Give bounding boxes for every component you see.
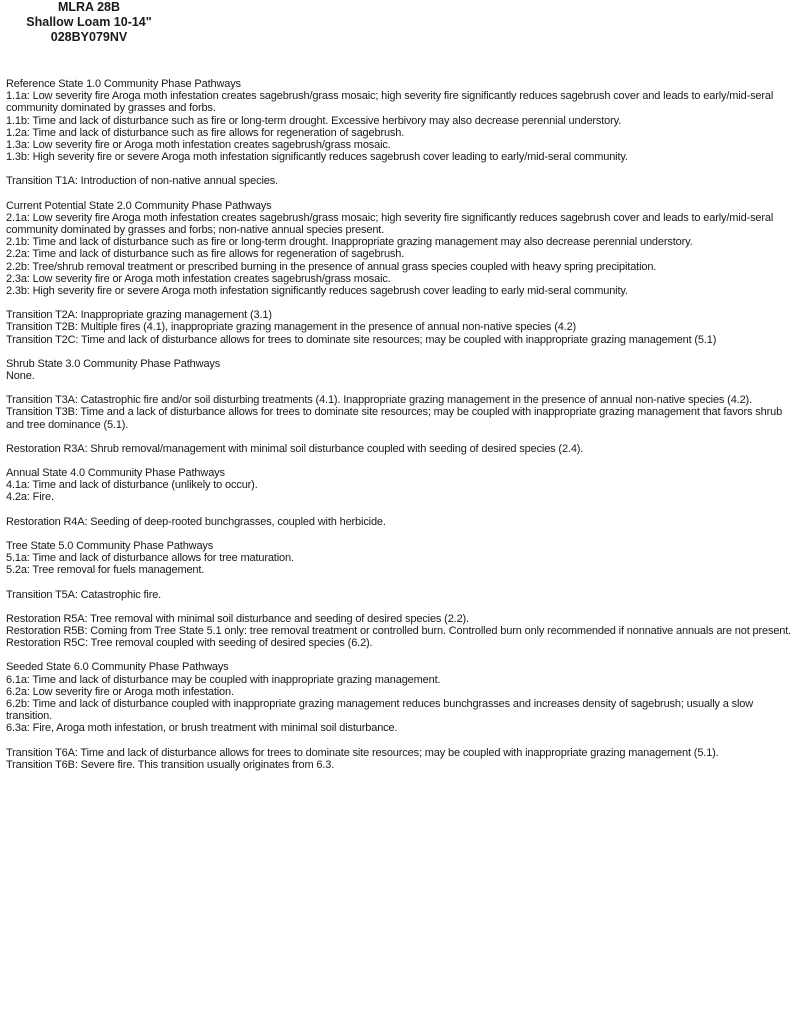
- section-text-line: Restoration R5B: Coming from Tree State 5.1 only: tree removal treatment or controlled burn. Controlled burn only recommended if nonnative annuals are not present.: [6, 624, 792, 637]
- section-text-line: Restoration R5C: Tree removal coupled with seeding of desired species (6.2).: [6, 637, 373, 650]
- document-body: [6, 78, 792, 783]
- section-text-line: 6.3a: Fire, Aroga moth infestation, or brush treatment with minimal soil disturbance.: [6, 722, 398, 735]
- section-text-line: 1.1a: Low severity fire Aroga moth infestation creates sagebrush/grass mosaic; high severity fire significantly reduces sagebrush cover and leads to early/mid-seral community dominated by grasses and forbs.: [6, 90, 774, 115]
- text-section: [6, 443, 792, 455]
- text-section: [6, 394, 792, 431]
- section-text-line: 5.2a: Tree removal for fuels management.: [6, 564, 205, 577]
- section-text-line: 1.1b: Time and lack of disturbance such as fire or long-term drought. Excessive herbivory may also decrease perennial understory.: [6, 114, 622, 127]
- section-text-line: 2.1a: Low severity fire Aroga moth infestation creates sagebrush/grass mosaic; high severity fire significantly reduces sagebrush cover and leads to early/mid-seral community dominated by grasses and forbs; non-native annual species present.: [6, 211, 774, 237]
- section-text-line: 6.2b: Time and lack of disturbance coupled with inappropriate grazing management reduces bunchgrasses and increases density of sagebrush; usually a slow transition.: [6, 697, 754, 723]
- text-section: [6, 540, 792, 577]
- section-text-line: Transition T2B: Multiple fires (4.1), inappropriate grazing management in the presence of annual non-native species (4.2): [6, 321, 577, 334]
- section-text-line: 2.3b: High severity fire or severe Aroga moth infestation significantly reduces sagebrush cover leading to early mid-seral community.: [6, 285, 628, 298]
- section-text-line: Transition T3B: Time and a lack of disturbance allows for trees to dominate site resources; may be coupled with inappropriate grazing management that favors shrub and tree dominance (5.1).: [6, 406, 783, 431]
- text-section: [6, 467, 792, 504]
- section-heading-line: Reference State 1.0 Community Phase Pathways: [6, 78, 241, 90]
- section-text-line: 1.3a: Low severity fire or Aroga moth infestation creates sagebrush/grass mosaic.: [6, 139, 391, 152]
- header-site-name: Shallow Loam 10-14": [26, 15, 152, 29]
- section-heading-line: Transition T1A: Introduction of non-native annual species.: [6, 175, 278, 188]
- section-text-line: 6.1a: Time and lack of disturbance may be coupled with inappropriate grazing management.: [6, 673, 441, 686]
- section-heading-line: Restoration R4A: Seeding of deep-rooted bunchgrasses, coupled with herbicide.: [6, 515, 386, 528]
- section-text-line: None.: [6, 370, 35, 383]
- section-text-line: 4.1a: Time and lack of disturbance (unlikely to occur).: [6, 479, 258, 492]
- header-mlra: MLRA 28B: [57, 0, 121, 14]
- text-section: [6, 516, 792, 528]
- section-text-line: 2.2a: Time and lack of disturbance such as fire allows for regeneration of sagebrush.: [6, 248, 405, 261]
- text-section: [6, 747, 792, 771]
- text-section: [6, 358, 792, 382]
- document-header: [0, 0, 178, 45]
- section-text-line: Transition T6B: Severe fire. This transition usually originates from 6.3.: [6, 758, 335, 771]
- section-heading-line: Tree State 5.0 Community Phase Pathways: [6, 539, 214, 552]
- section-heading-line: Current Potential State 2.0 Community Phase Pathways: [6, 199, 272, 212]
- section-heading-line: Annual State 4.0 Community Phase Pathways: [6, 467, 225, 480]
- text-section: [6, 309, 792, 346]
- section-text-line: 1.3b: High severity fire or severe Aroga moth infestation significantly reduces sagebrush cover leading to early/mid-seral community.: [6, 151, 628, 164]
- header-site-id: 028BY079NV: [50, 30, 128, 44]
- section-text-line: 2.1b: Time and lack of disturbance such as fire or long-term drought. Inappropriate grazing management may also decrease perennial understory.: [6, 236, 693, 249]
- section-heading-line: Restoration R5A: Tree removal with minimal soil disturbance and seeding of desired species (2.2).: [6, 612, 469, 625]
- section-heading-line: Transition T6A: Time and lack of disturbance allows for trees to dominate site resources; may be coupled with inappropriate grazing management (5.1).: [6, 746, 719, 759]
- text-section: [6, 200, 792, 298]
- section-heading-line: Restoration R3A: Shrub removal/management with minimal soil disturbance coupled with seeding of desired species (2.4).: [6, 442, 584, 455]
- section-heading-line: Transition T2A: Inappropriate grazing management (3.1): [6, 309, 272, 322]
- section-text-line: 2.2b: Tree/shrub removal treatment or prescribed burning in the presence of annual grass species coupled with heavy spring precipitation.: [6, 260, 657, 273]
- section-heading-line: Transition T5A: Catastrophic fire.: [6, 588, 162, 601]
- section-heading-line: Transition T3A: Catastrophic fire and/or soil disturbing treatments (4.1). Inappropriate grazing management in the presence of annual non-native species (4.2).: [6, 394, 752, 407]
- text-section: [6, 589, 792, 601]
- section-heading-line: Seeded State 6.0 Community Phase Pathways: [6, 661, 229, 674]
- section-text-line: 1.2a: Time and lack of disturbance such as fire allows for regeneration of sagebrush.: [6, 126, 405, 139]
- text-section: [6, 78, 792, 163]
- section-text-line: 2.3a: Low severity fire or Aroga moth infestation creates sagebrush/grass mosaic.: [6, 272, 391, 285]
- section-text-line: 5.1a: Time and lack of disturbance allows for tree maturation.: [6, 552, 294, 565]
- section-text-line: 4.2a: Fire.: [6, 491, 54, 504]
- text-section: [6, 613, 792, 650]
- text-section: [6, 661, 792, 734]
- section-text-line: Transition T2C: Time and lack of disturbance allows for trees to dominate site resources; may be coupled with inappropriate grazing management (5.1): [6, 333, 717, 346]
- section-text-line: 6.2a: Low severity fire or Aroga moth infestation.: [6, 685, 234, 698]
- section-heading-line: Shrub State 3.0 Community Phase Pathways: [6, 357, 221, 370]
- text-section: [6, 175, 792, 187]
